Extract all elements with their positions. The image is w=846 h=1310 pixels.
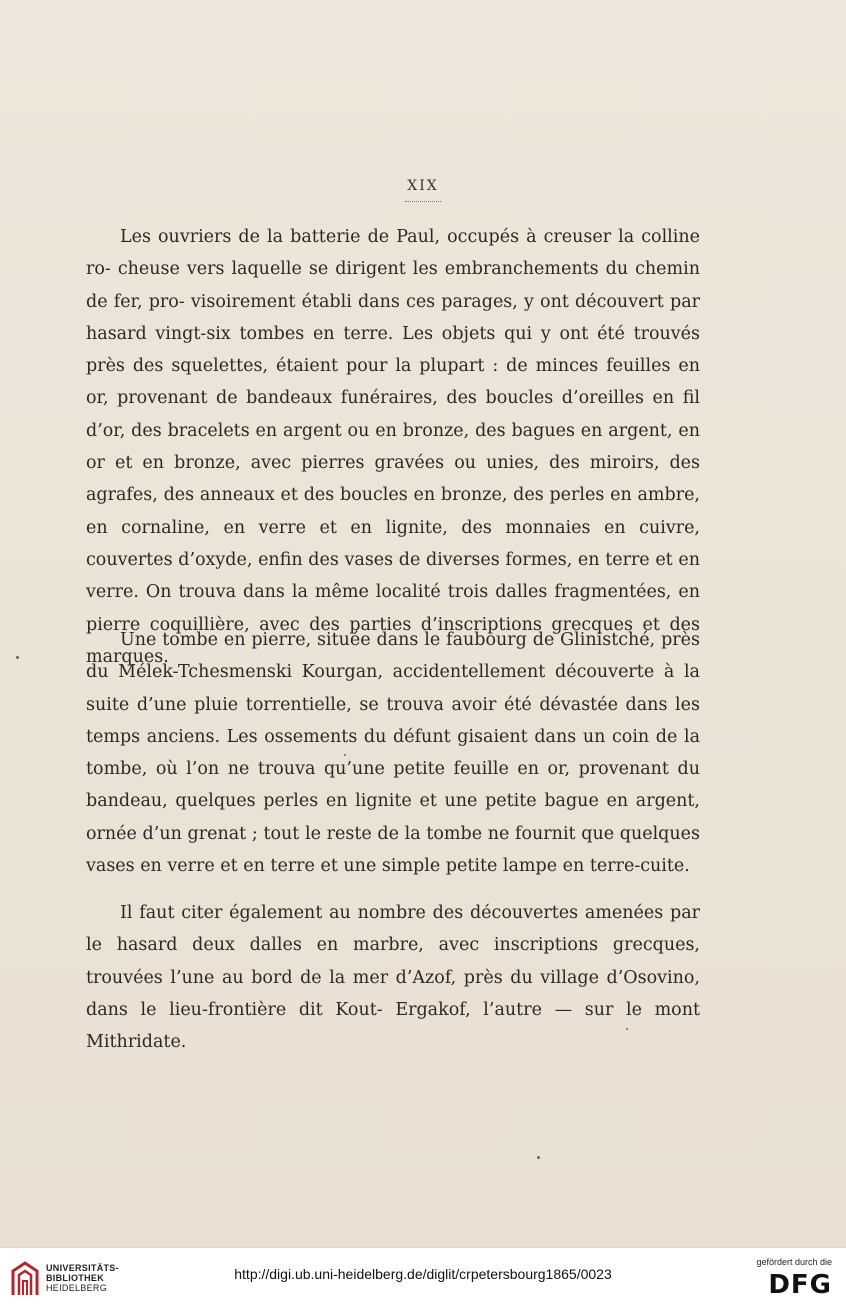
paper-speck [537,1156,540,1159]
paragraph-1: Les ouvriers de la batterie de Paul, occupés à creuser la colline ro- cheuse vers laquelle se dirigent les embranchements du chemin de fer, pro- visoirement établi dans ces parages, y ont découvert par hasard vingt-six tombes en terre. Les objets qui y ont été trouvés près des squelettes, étaient pour la plupart : de minces feuilles en or, provenant de bandeaux funéraires, des boucles d’oreilles en fil d’or, des bracelets en argent ou en bronze, des bagues en argent, en or et en bronze, avec pierres gravées ou unies, des miroirs, des agrafes, des anneaux et des boucles en bronze, des perles en ambre, en cornaline, en verre et en lignite, des monnaies en cuivre, couvertes d’oxyde, enfin des vases de diverses formes, en terre et en verre. On trouva dans la même localité trois dalles fragmentées, en pierre coquillière, avec des parties d’inscriptions grecques et des marques. [86,227,700,667]
paper-speck [626,1028,628,1030]
viewer-footer [0,1247,846,1310]
folio-ornament [405,198,441,202]
paper-speck [16,656,19,659]
paragraph-3: Il faut citer également au nombre des découvertes amenées par le hasard deux dalles en marbre, avec inscriptions grecques, trouvées l’une au bord de la mer d’Azof, près du village d’Osovino, dans le lieu-frontière dit Kout- Ergakof, l’autre — sur le mont Mithridate. [86,903,700,1053]
paragraph-2: Une tombe en pierre, située dans le faubourg de Glinistché, près du Mélek-Tchesmenski Kourgan, accidentellement découverte à la suite d’une pluie torrentielle, se trouva avoir été dévastée dans les temps anciens. Les ossements du défunt gisaient dans un coin de la tombe, où l’on ne trouva qu’une petite feuille en or, provenant du bandeau, quelques perles en lignite et une petite bague en argent, ornée d’un grenat ; tout le reste de la tombe ne fournit que quelques vases en verre et en terre et une simple petite lampe en terre-cuite. [86,630,700,877]
paper-speck [344,754,346,756]
permalink-url[interactable]: http://digi.ub.uni-heidelberg.de/diglit/crpetersbourg1865/0023 [234,1266,612,1282]
library-name-line: HEIDELBERG [46,1283,108,1293]
funding-caption: gefördert durch die [756,1257,832,1267]
dfg-logo: DFG [768,1270,832,1300]
library-name-line: UNIVERSITÄTS- [46,1263,119,1273]
page-folio: XIX [407,178,439,194]
library-name-line: BIBLIOTHEK [46,1273,104,1283]
